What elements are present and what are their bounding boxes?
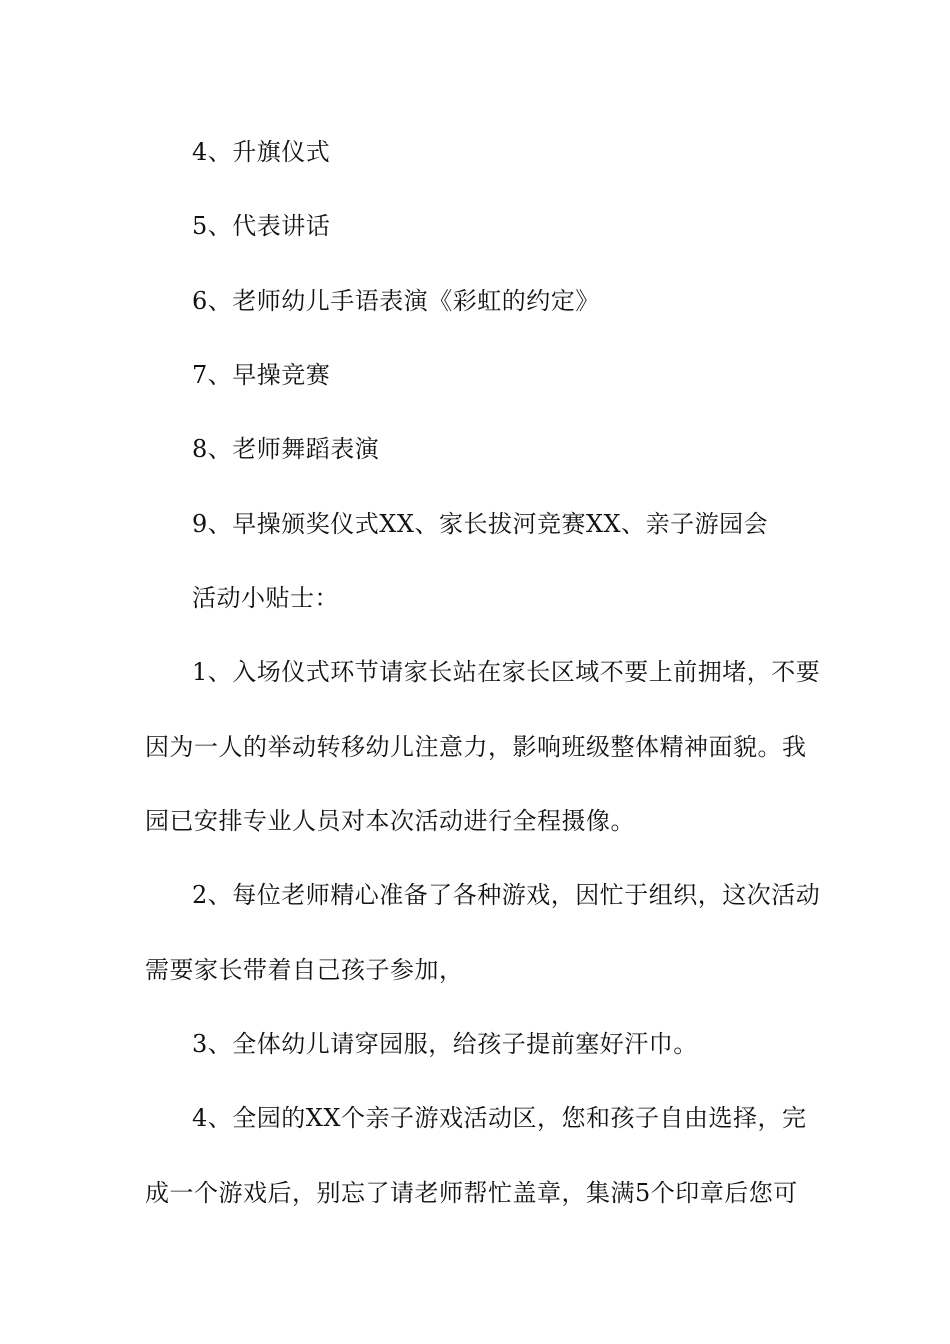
tip-2-line-1: 2、每位老师精心准备了各种游戏，因忙于组织，这次活动 bbox=[192, 881, 821, 909]
tip-2-line-2: 需要家长带着自己孩子参加， bbox=[145, 956, 464, 984]
program-item-7: 7、早操竞赛 bbox=[192, 361, 331, 389]
tip-4-line-2: 成一个游戏后，别忘了请老师帮忙盖章，集满5个印章后您可 bbox=[145, 1179, 798, 1207]
program-item-9: 9、早操颁奖仪式XX、家长拔河竞赛XX、亲子游园会 bbox=[192, 510, 769, 538]
tip-1-line-2: 因为一人的举动转移幼儿注意力，影响班级整体精神面貌。我 bbox=[145, 733, 807, 761]
tips-heading: 活动小贴士： bbox=[192, 584, 339, 612]
program-item-5: 5、代表讲话 bbox=[192, 212, 331, 240]
tip-1-line-1: 1、入场仪式环节请家长站在家长区域不要上前拥堵，不要 bbox=[192, 658, 821, 686]
tip-1-line-3: 园已安排专业人员对本次活动进行全程摄像。 bbox=[145, 807, 635, 835]
tip-3-line-1: 3、全体幼儿请穿园服，给孩子提前塞好汗巾。 bbox=[192, 1030, 698, 1058]
program-item-4: 4、升旗仪式 bbox=[192, 138, 331, 166]
program-item-6: 6、老师幼儿手语表演《彩虹的约定》 bbox=[192, 287, 600, 315]
tip-4-line-1: 4、全园的XX个亲子游戏活动区，您和孩子自由选择，完 bbox=[192, 1104, 807, 1132]
program-item-8: 8、老师舞蹈表演 bbox=[192, 435, 380, 463]
